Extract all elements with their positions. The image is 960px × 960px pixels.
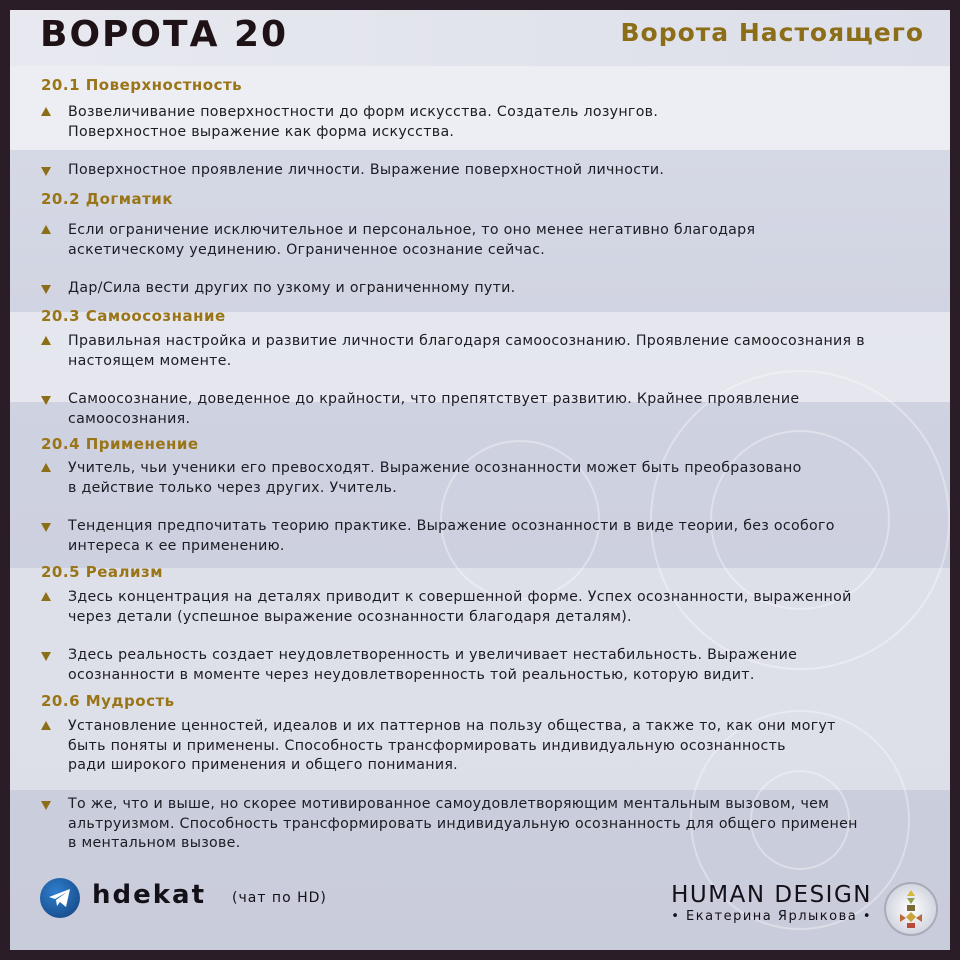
line-title: 20.3 Самоосознание [41, 307, 226, 325]
header [10, 10, 950, 66]
telegram-handle[interactable]: hdekat [92, 880, 207, 910]
brand-author: • Екатерина Ярлыкова • [671, 909, 872, 924]
exalted-text: Учитель, чьи ученики его превосходят. Выражение осознанности может быть преобразовано в действие только через других. Учитель. [68, 460, 802, 496]
exalted-triangle-icon [41, 107, 51, 116]
line-title: 20.2 Догматик [41, 190, 174, 208]
exalted-triangle-icon [41, 721, 51, 730]
exalted-text: Здесь концентрация на деталях приводит к совершенной форме. Успех осознанности, выраженной через детали (успешное выражение осознанности благодаря деталям). [68, 589, 852, 625]
detriment-text: Самоосознание, доведенное до крайности, что препятствует развитию. Крайнее проявление самоосознания. [68, 391, 800, 427]
detriment-triangle-icon [41, 285, 51, 294]
detriment-text: Здесь реальность создает неудовлетворенность и увеличивает нестабильность. Выражение осознанности в моменте через неудовлетворенность той реальностью, которую видит. [68, 647, 798, 683]
brand-title: HUMAN DESIGN [671, 882, 872, 908]
exalted-text: Правильная настройка и развитие личности благодаря самоосознанию. Проявление самоосознания в настоящем моменте. [68, 333, 865, 369]
chat-note: (чат по HD) [232, 890, 327, 906]
detriment-text: Дар/Сила вести других по узкому и ограниченному пути. [68, 280, 516, 296]
detriment-triangle-icon [41, 396, 51, 405]
detriment-triangle-icon [41, 801, 51, 810]
line-title: 20.5 Реализм [41, 563, 163, 581]
detriment-triangle-icon [41, 652, 51, 661]
exalted-triangle-icon [41, 225, 51, 234]
line-title: 20.6 Мудрость [41, 692, 175, 710]
exalted-text: Если ограничение исключительное и персональное, то оно менее негативно благодаря аскетическому уединению. Ограниченное осознание сейчас. [68, 222, 756, 258]
exalted-triangle-icon [41, 592, 51, 601]
detriment-text: Поверхностное проявление личности. Выражение поверхностной личности. [68, 162, 665, 178]
brand-block [671, 882, 872, 924]
exalted-text: Возвеличивание поверхностности до форм искусства. Создатель лозунгов. Поверхностное выражение как форма искусства. [68, 104, 659, 140]
telegram-icon[interactable] [40, 878, 80, 918]
detriment-text: То же, что и выше, но скорее мотивированное самоудовлетворяющим ментальным вызовом, чем альтруизмом. Способность трансформировать индивидуальную осознанность для общего применен в ментальном вызове. [68, 796, 858, 851]
gate-subtitle: Ворота Настоящего [620, 18, 924, 47]
line-title: 20.1 Поверхностность [41, 76, 243, 94]
gate-card [10, 10, 950, 950]
line-title: 20.4 Применение [41, 435, 199, 453]
bodygraph-icon [884, 882, 938, 936]
detriment-triangle-icon [41, 523, 51, 532]
exalted-text: Установление ценностей, идеалов и их паттернов на пользу общества, а также то, как они могут быть поняты и применены. Способность трансформировать индивидуальную осознанность ради широкого применения и общего понимания. [68, 718, 836, 773]
detriment-text: Тенденция предпочитать теорию практике. Выражение осознанности в виде теории, без особого интереса к ее применению. [68, 518, 835, 554]
gate-title: ВОРОТА 20 [40, 14, 289, 55]
exalted-triangle-icon [41, 463, 51, 472]
detriment-triangle-icon [41, 167, 51, 176]
exalted-triangle-icon [41, 336, 51, 345]
